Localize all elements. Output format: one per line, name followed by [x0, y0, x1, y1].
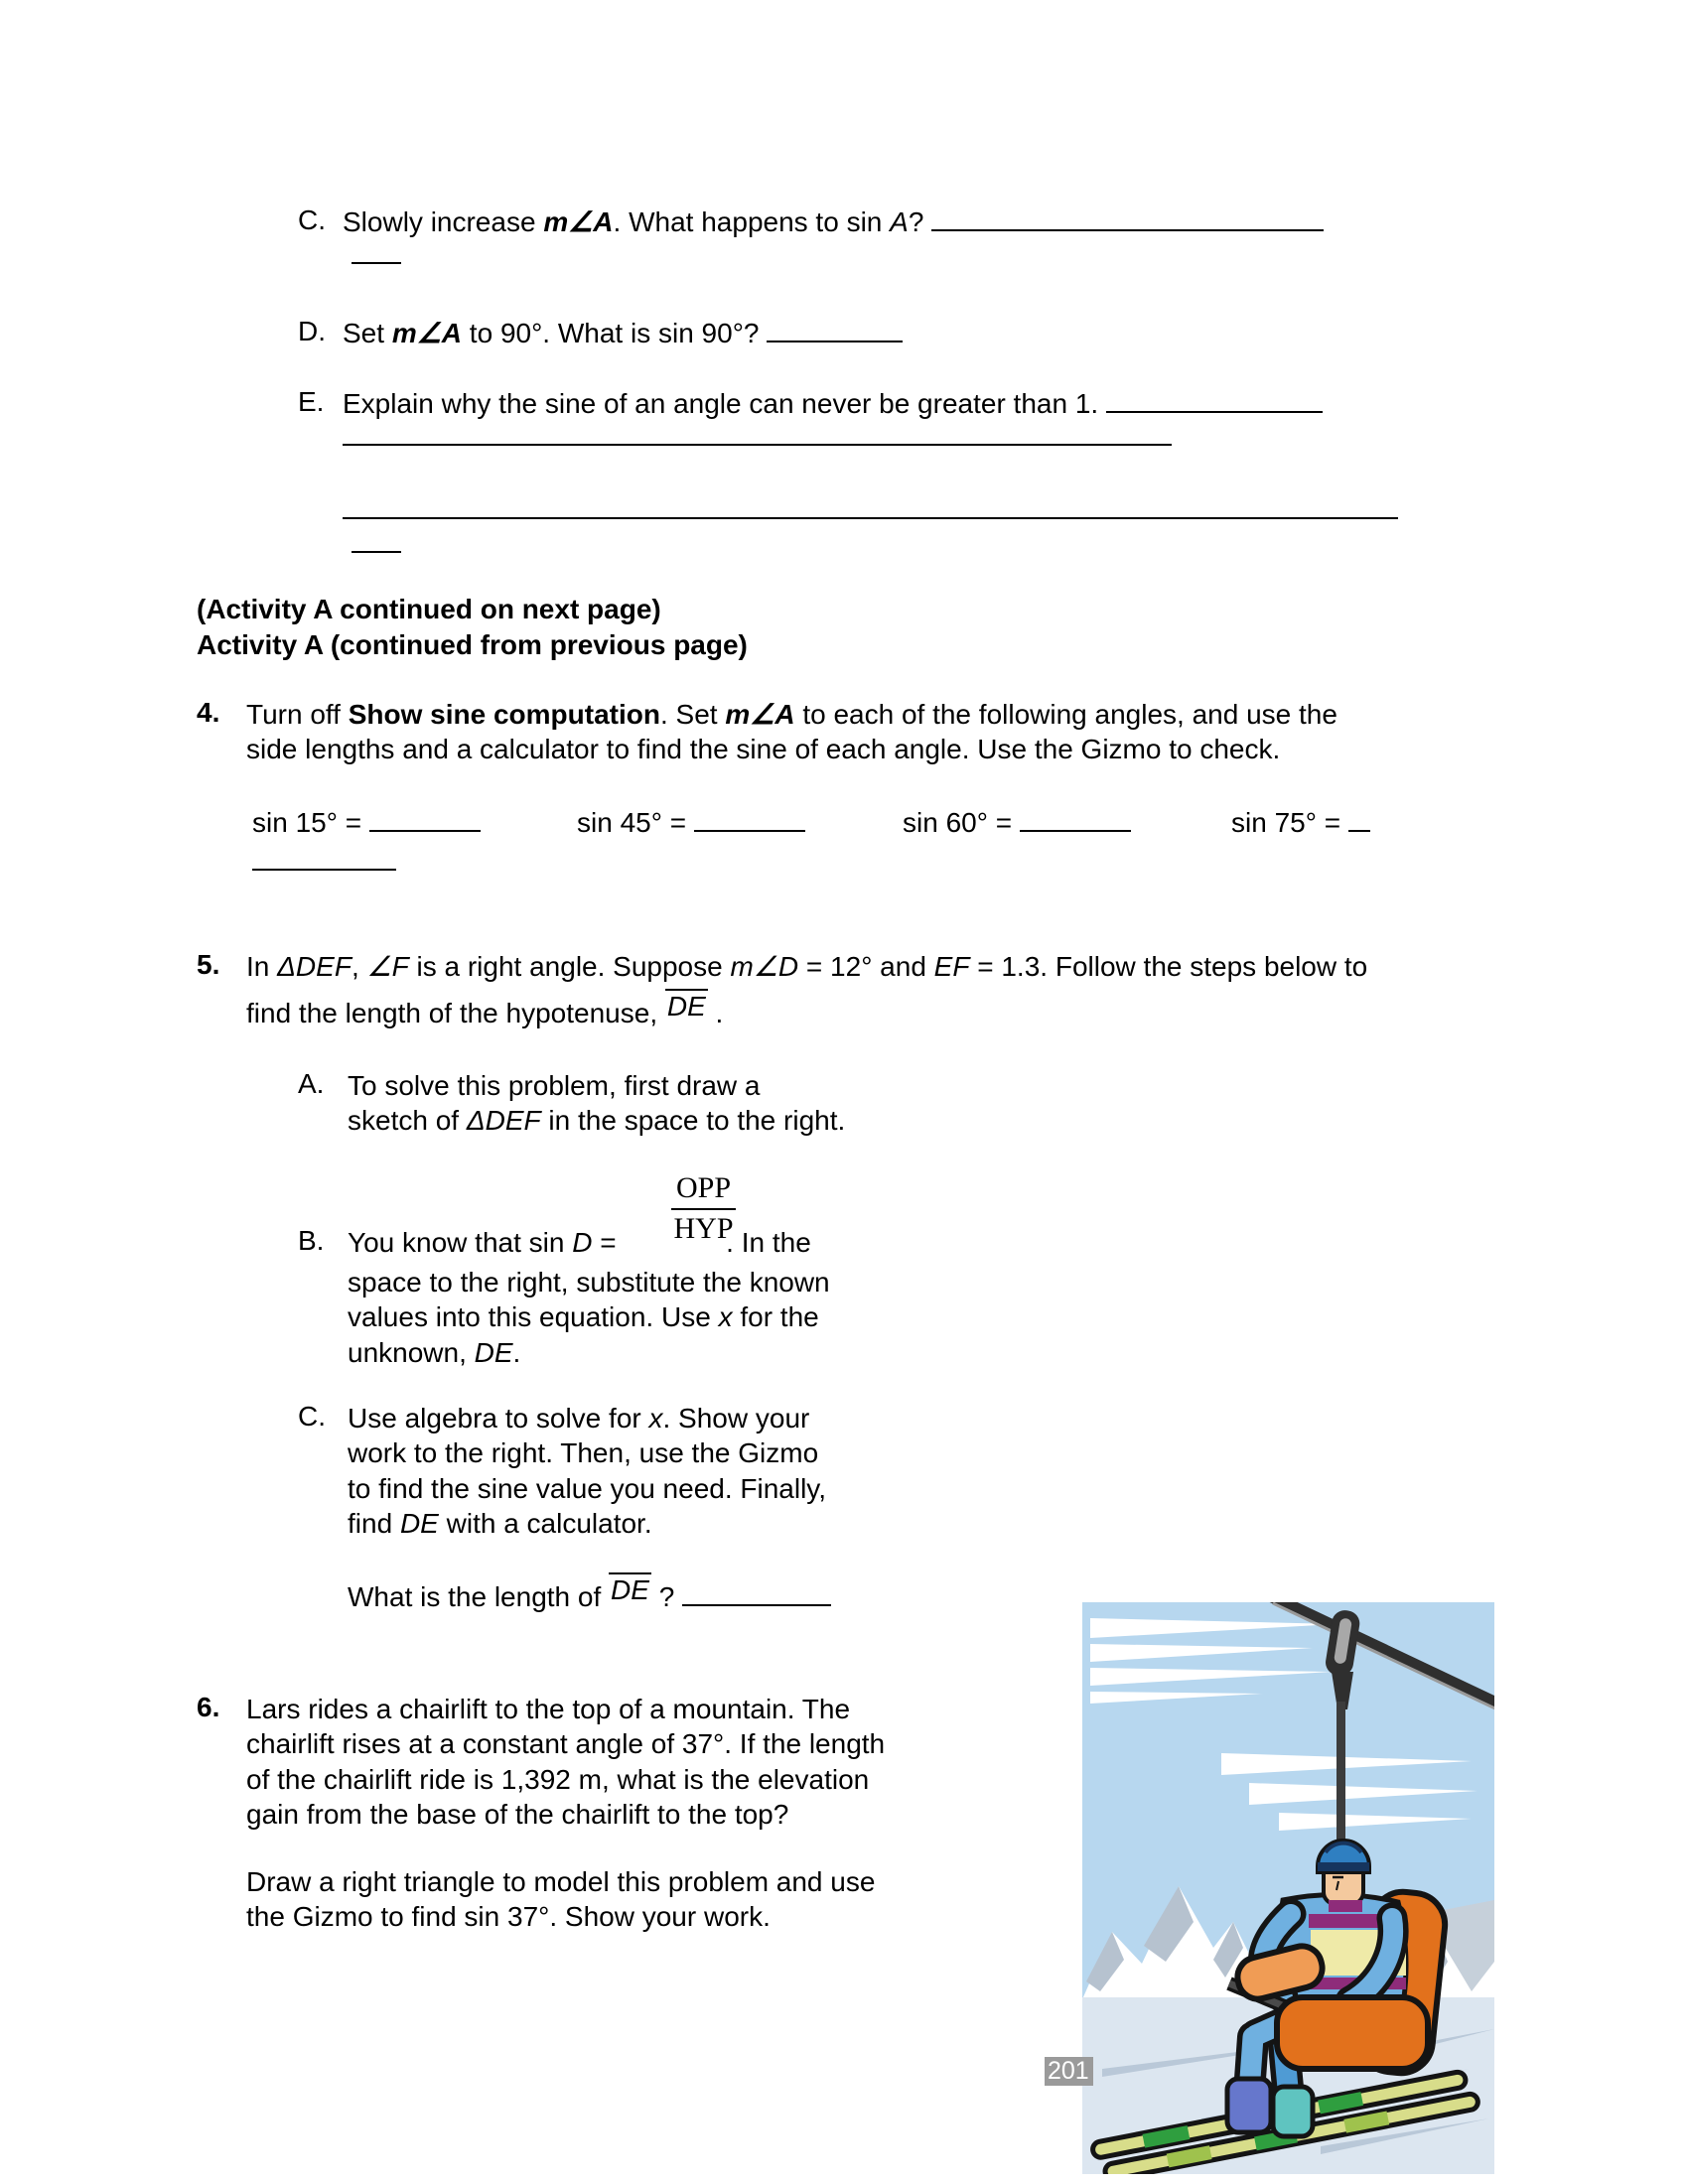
hat-band	[1318, 1862, 1369, 1871]
text-segment: x	[718, 1301, 733, 1333]
item-6-number: 6.	[197, 1692, 220, 1722]
text-segment: chairlift rises at a constant angle of 37°. If the length	[246, 1728, 886, 1760]
item-6-para2	[246, 1864, 875, 1935]
text-segment: unknown,	[348, 1336, 475, 1368]
text-segment: m∠D	[730, 951, 799, 982]
text-segment: to each of the following angles, and use the	[794, 699, 1337, 730]
text-segment: m∠A	[725, 699, 795, 730]
item-5b-label: B.	[298, 1225, 325, 1256]
collar	[1329, 1900, 1362, 1912]
text-segment: sin 45° =	[577, 807, 694, 838]
text-segment: A	[890, 206, 909, 237]
sin-15-blank	[252, 805, 481, 840]
text-segment: Slowly increase	[343, 206, 544, 237]
text-segment: x	[648, 1403, 663, 1433]
item-4-text	[246, 697, 1337, 767]
text-segment: gain from the base of the chairlift to the top?	[246, 1799, 789, 1831]
text-segment: EF	[933, 951, 970, 982]
text-segment: m∠A	[391, 318, 463, 348]
item-5c-label: C.	[298, 1401, 326, 1432]
text-segment: ?	[650, 1581, 683, 1612]
text-segment: ΔDEF	[466, 1105, 541, 1137]
text-segment: DE	[474, 1336, 513, 1368]
text-segment: in the space to the right.	[540, 1105, 846, 1137]
answer-blank	[767, 335, 903, 342]
overlined-segment: DE	[666, 991, 706, 1022]
answer-blank	[1106, 405, 1323, 413]
boot-left	[1227, 2079, 1271, 2132]
item-d-text	[343, 316, 903, 350]
item-5-line2	[246, 991, 724, 1030]
item-5b-rest	[348, 1265, 830, 1370]
text-segment: sin 15° =	[252, 807, 369, 838]
text-segment: DE	[399, 1508, 439, 1540]
item-d-label: D.	[298, 316, 326, 346]
sin-75-answer-line-cont	[252, 869, 396, 871]
item-5a-label: A.	[298, 1068, 325, 1099]
fraction-denominator: HYP	[673, 1211, 734, 1245]
answer-blank	[931, 223, 1324, 231]
text-segment: . Set	[659, 699, 726, 730]
answer-blank	[694, 824, 805, 832]
item-5c-text	[348, 1401, 826, 1542]
text-segment: Set	[343, 318, 392, 348]
text-segment: . What happens to sin	[613, 206, 891, 237]
text-segment: In	[246, 951, 278, 982]
item-e-text	[343, 386, 1323, 421]
text-segment: . In the	[718, 1227, 811, 1258]
text-segment: .	[512, 1336, 521, 1368]
chairlift-illustration	[1082, 1602, 1494, 2174]
item-6-para1	[246, 1692, 885, 1833]
text-segment: values into this equation. Use	[348, 1301, 719, 1333]
hanger-bar	[1336, 1702, 1345, 1858]
item-e-label: E.	[298, 386, 325, 417]
text-segment: is a right angle. Suppose	[408, 951, 731, 982]
chairlift-svg	[1082, 1602, 1494, 2174]
watermark-badge: 201	[1045, 2057, 1093, 2086]
answer-blank	[1020, 824, 1131, 832]
item-e-answer-line-2	[343, 444, 1172, 446]
text-segment: with a calculator.	[438, 1508, 652, 1540]
text-segment: find the length of the hypotenuse,	[246, 998, 665, 1028]
text-segment: Use algebra to solve for	[348, 1403, 649, 1433]
text-segment: space to the right, substitute the known	[348, 1267, 830, 1297]
text-segment: ?	[908, 206, 932, 237]
text-segment: for the	[732, 1301, 819, 1333]
text-segment: find	[348, 1508, 400, 1540]
sin-60-blank	[903, 805, 1131, 840]
sin-45-blank	[577, 805, 805, 840]
text-segment: Draw a right triangle to model this problem and use	[246, 1866, 876, 1897]
sin-75-blank	[1231, 805, 1370, 840]
activity-continued-prev-heading: Activity A (continued from previous page)	[197, 629, 748, 660]
item-5a-text	[348, 1068, 845, 1139]
text-segment: sketch of	[348, 1105, 467, 1137]
item-c-answer-line-cont	[352, 262, 401, 264]
text-segment: = 12° and	[798, 951, 934, 982]
text-segment: Show sine computation	[348, 699, 660, 730]
text-segment: =	[592, 1227, 625, 1258]
item-c-text	[343, 205, 1324, 239]
item-5-line1	[246, 949, 1367, 984]
chair-seat	[1277, 1997, 1428, 2069]
text-segment: To solve this problem, first draw a	[348, 1070, 761, 1101]
item-4-number: 4.	[197, 697, 220, 728]
answer-blank	[682, 1598, 831, 1606]
activity-continued-next-heading: (Activity A continued on next page)	[197, 594, 661, 624]
overlined-segment: DE	[611, 1574, 649, 1605]
item-c-label: C.	[298, 205, 326, 235]
text-segment: D	[572, 1227, 593, 1258]
text-segment: .	[707, 998, 724, 1028]
text-segment: side lengths and a calculator to find the sine of each angle. Use the Gizmo to check.	[246, 734, 1281, 765]
text-segment: What is the length of	[348, 1581, 610, 1612]
text-segment: ΔDEF	[277, 951, 352, 982]
opp-hyp-fraction	[671, 1171, 736, 1245]
item-5c-question	[348, 1574, 831, 1614]
text-segment: Explain why the sine of an angle can never be greater than 1.	[343, 388, 1106, 419]
boot-right	[1273, 2087, 1313, 2136]
text-segment: Lars rides a chairlift to the top of a mountain. The	[246, 1694, 851, 1724]
text-segment: ∠F	[366, 951, 409, 982]
answer-blank	[369, 824, 481, 832]
text-segment: to find the sine value you need. Finally,	[348, 1472, 827, 1504]
item-e-answer-line-4	[352, 551, 401, 553]
fraction-numerator: OPP	[671, 1171, 736, 1210]
text-segment: = 1.3. Follow the steps below to	[969, 951, 1368, 982]
item-e-answer-line-3	[343, 517, 1398, 519]
text-segment: m∠A	[543, 206, 614, 237]
text-segment: ,	[351, 951, 367, 982]
text-segment: work to the right. Then, use the Gizmo	[348, 1437, 819, 1469]
text-segment: sin 75° =	[1231, 807, 1348, 838]
item-5-number: 5.	[197, 949, 220, 980]
text-segment: You know that sin	[348, 1227, 573, 1258]
text-segment: Turn off	[246, 699, 349, 730]
text-segment: to 90°. What is sin 90°?	[462, 318, 768, 348]
answer-blank	[1348, 824, 1370, 832]
text-segment: sin 60° =	[903, 807, 1020, 838]
text-segment: . Show your	[662, 1403, 810, 1433]
text-segment: the Gizmo to find sin 37°. Show your work.	[246, 1901, 771, 1933]
item-5b-line1	[348, 1225, 811, 1260]
text-segment: of the chairlift ride is 1,392 m, what is the elevation	[246, 1763, 870, 1795]
